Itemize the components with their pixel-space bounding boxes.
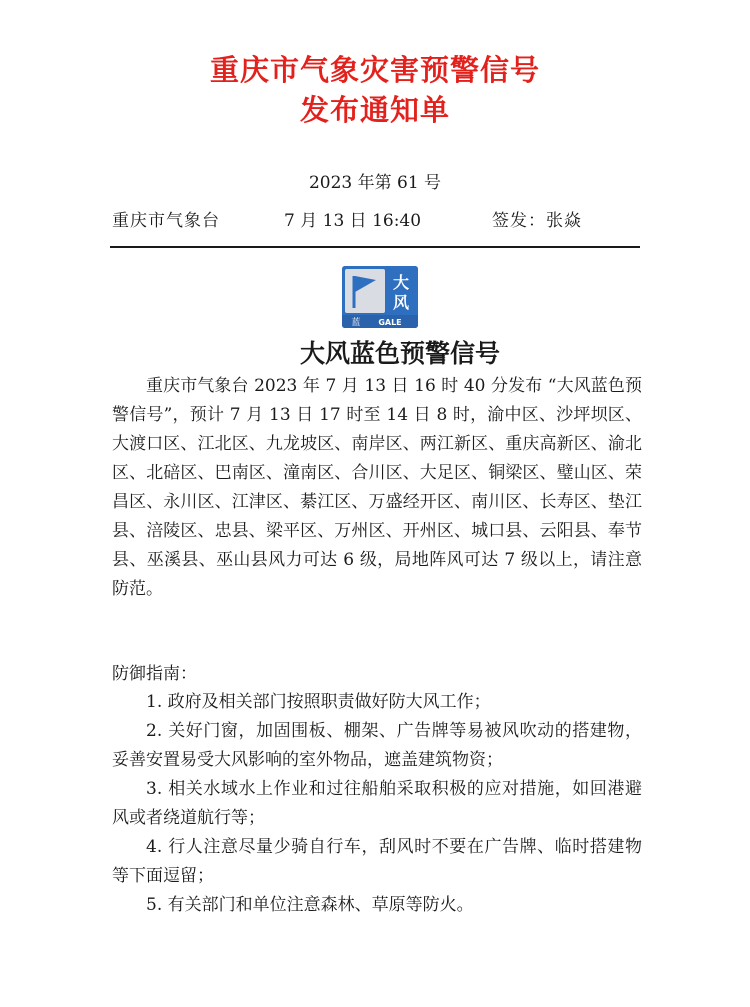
header-divider — [110, 246, 640, 248]
icon-char-top: 大 — [392, 273, 410, 292]
issue-number: 2023 年第 61 号 — [308, 173, 442, 193]
gale-blue-warning-icon — [342, 266, 418, 328]
icon-level-char: 蓝 — [351, 318, 361, 328]
document-title-line-2: 发布通知单 — [299, 93, 450, 127]
meta-row — [112, 206, 642, 230]
issue-datetime: 7 月 13 日 16:40 — [284, 211, 422, 231]
guide-list — [112, 688, 642, 920]
icon-char-bottom: 风 — [392, 293, 410, 312]
signer: 签发：张焱 — [492, 211, 582, 231]
signal-body: 重庆市气象台 2023 年 7 月 13 日 16 时 40 分发布 “大风蓝色预警信号”，预计 7 月 13 日 17 时至 14 日 8 时，渝中区、沙坪坝区、大渡口区、江北区、九龙坡区、南岸区、两江新区、重庆高新区、渝北区、北碚区、巴南区、潼南区、合川区、大足区、铜梁区、璧山区、荣昌区、永川区、江津区、綦江区、万盛经开区、南川区、长寿区、垫江县、涪陵区、忠县、梁平区、万州区、开州区、城口县、云阳县、奉节县、巫溪县、巫山县风力可达 6 级，局地阵风可达 7 级以上，请注意防范。 — [112, 376, 642, 599]
icon-english-label: GALE — [378, 318, 402, 327]
issuer: 重庆市气象台 — [112, 211, 220, 231]
guide-item: 5. 有关部门和单位注意森林、草原等防火。 — [146, 895, 474, 915]
signal-title: 大风蓝色预警信号 — [299, 339, 500, 368]
guide-item: 1. 政府及相关部门按照职责做好防大风工作； — [146, 692, 491, 712]
document-title-line-1: 重庆市气象灾害预警信号 — [209, 53, 540, 87]
guide-item: 3. 相关水域水上作业和过往船舶采取积极的应对措施，如回港避风或者绕道航行等； — [112, 779, 642, 828]
guide-item: 2. 关好门窗，加固围板、棚架、广告牌等易被风吹动的搭建物，妥善安置易受大风影响的室外物品，遮盖建筑物资； — [112, 721, 642, 770]
guide-item: 4. 行人注意尽量少骑自行车，刮风时不要在广告牌、临时搭建物等下面逗留； — [112, 837, 642, 886]
guide-heading: 防御指南： — [112, 664, 197, 684]
